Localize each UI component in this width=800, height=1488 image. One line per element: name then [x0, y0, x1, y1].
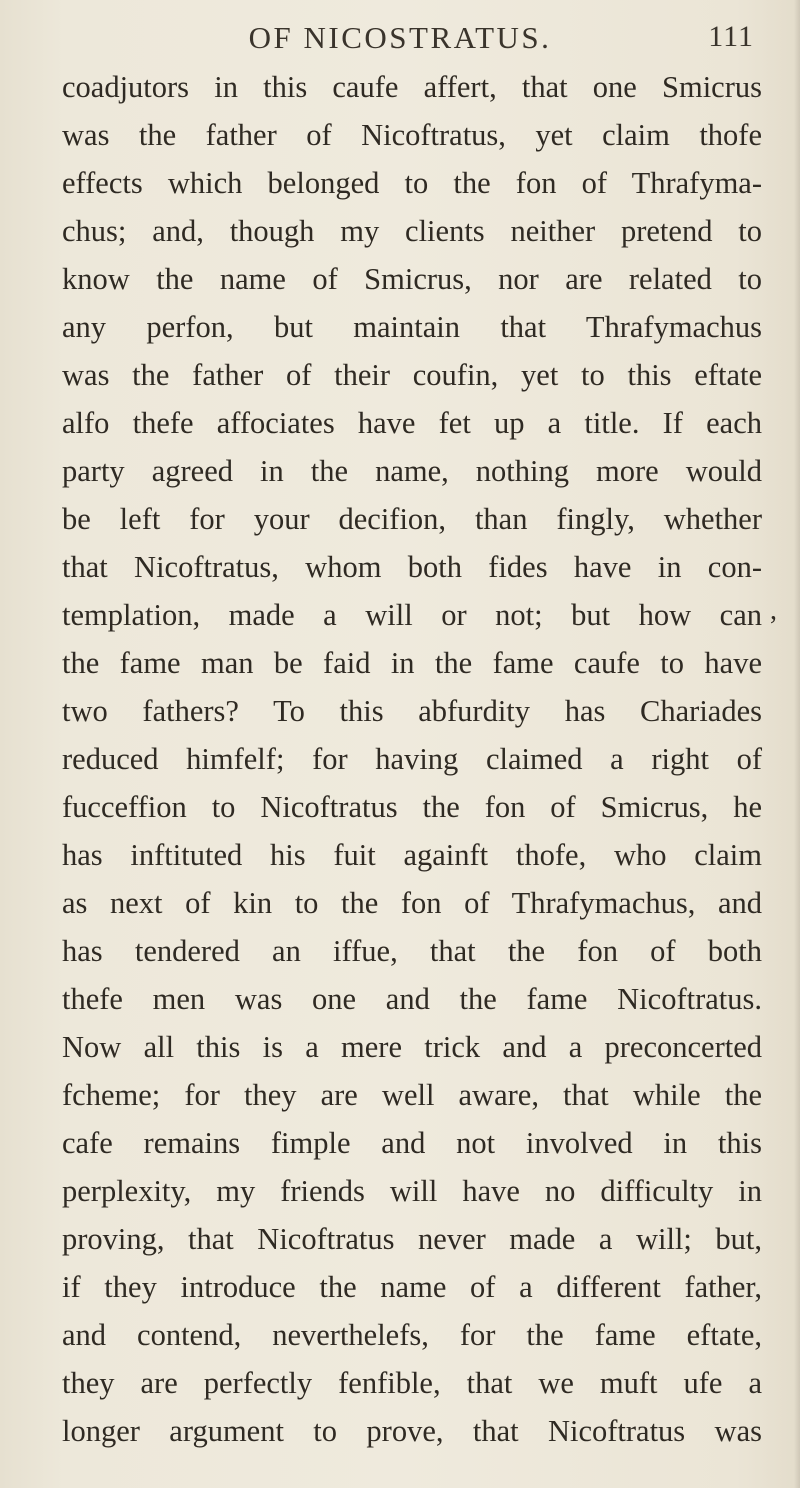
text-line: thefe men was one and the fame Nicoftratus. [62, 982, 762, 1016]
running-title: OF NICOSTRATUS. [248, 20, 552, 55]
text-line: be left for your decifion, than fingly, whether [62, 502, 762, 536]
margin-comma: , [770, 595, 777, 626]
text-line: was the father of Nicoftratus, yet claim thofe [62, 118, 762, 152]
text-line: has inftituted his fuit againft thofe, who claim [62, 838, 762, 872]
text-line: any perfon, but maintain that Thrafymachus [62, 310, 762, 344]
text-line: perplexity, my friends will have no difficulty in [62, 1174, 762, 1208]
page-number: 111 [708, 20, 754, 53]
text-line: has tendered an iffue, that the fon of both [62, 934, 762, 968]
text-line: Now all this is a mere trick and a preconcerted [62, 1030, 762, 1064]
text-line: fucceffion to Nicoftratus the fon of Smicrus, he [62, 790, 762, 824]
text-line: they are perfectly fenfible, that we muft ufe a [62, 1366, 762, 1400]
text-line: the fame man be faid in the fame caufe to have [62, 646, 762, 680]
text-line: templation, made a will or not; but how can [62, 598, 762, 632]
text-line: two fathers? To this abfurdity has Chariades [62, 694, 762, 728]
text-line: if they introduce the name of a different father, [62, 1270, 762, 1304]
text-line: that Nicoftratus, whom both fides have in con- [62, 550, 762, 584]
text-line: know the name of Smicrus, nor are related to [62, 262, 762, 296]
text-line: as next of kin to the fon of Thrafymachus, and [62, 886, 762, 920]
text-line: cafe remains fimple and not involved in this [62, 1126, 762, 1160]
text-line: was the father of their coufin, yet to this eftate [62, 358, 762, 392]
text-line: party agreed in the name, nothing more would [62, 454, 762, 488]
body-text [62, 63, 800, 1463]
text-line: chus; and, though my clients neither pretend to [62, 214, 762, 248]
text-line: reduced himfelf; for having claimed a right of [62, 742, 762, 776]
text-line: alfo thefe affociates have fet up a title. If each [62, 406, 762, 440]
text-line: effects which belonged to the fon of Thrafyma- [62, 166, 762, 200]
page-header [0, 6, 800, 58]
text-line: longer argument to prove, that Nicoftratus was [62, 1414, 762, 1448]
text-line: coadjutors in this caufe affert, that one Smicrus [62, 70, 762, 104]
text-line: fcheme; for they are well aware, that while the [62, 1078, 762, 1112]
text-line: and contend, neverthelefs, for the fame eftate, [62, 1318, 762, 1352]
text-line: proving, that Nicoftratus never made a will; but, [62, 1222, 762, 1256]
